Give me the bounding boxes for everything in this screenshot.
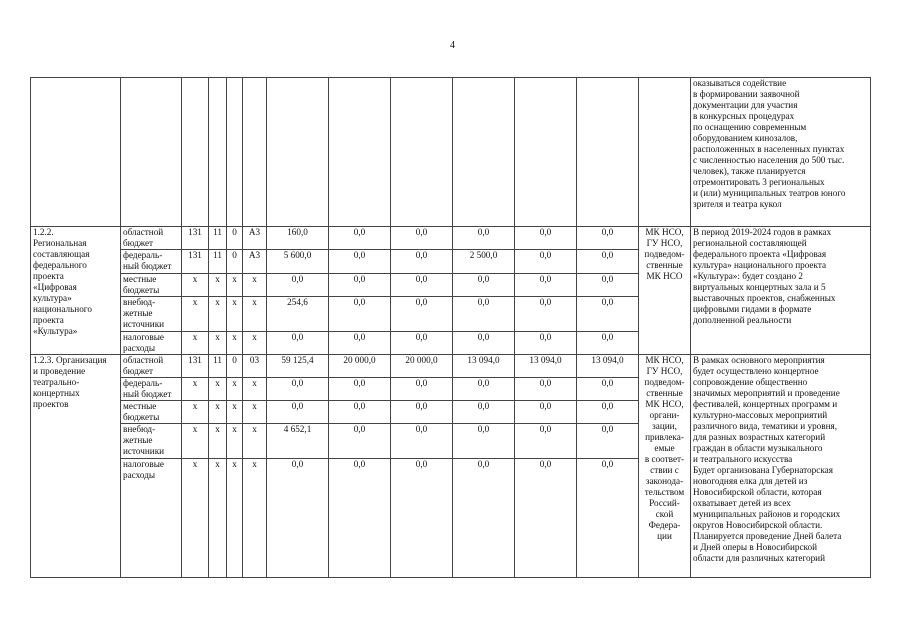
funding-source: федераль- ный бюджет — [121, 378, 182, 401]
value-cell: 0,0 — [577, 227, 639, 250]
code-cell: А3 — [243, 250, 267, 274]
value-cell: 0,0 — [577, 424, 639, 459]
code-cell: х — [243, 424, 267, 459]
value-cell: 0,0 — [329, 250, 391, 274]
code-cell: х — [227, 401, 243, 424]
code-cell: х — [209, 424, 227, 459]
value-cell: 0,0 — [453, 227, 515, 250]
funding-source: областной бюджет — [121, 227, 182, 250]
code-cell: 11 — [209, 227, 227, 250]
value-cell: 0,0 — [329, 297, 391, 332]
expected-result: В рамках основного мероприятия будет осуществлено концертное сопровождение общественно значимых мероприятий и проведение фестивалей, концертных программ и культурно-массовых мероприятий различного вида, тематики и уровня, для разных возрастных категорий граждан в области музыкального и театрального искусства Будет организована Губернаторская новогодняя елка для детей из Новосибирской области, которая охватывает детей из всех муниципальных районов и городских округов Новосибирской области. Планируется проведение Дней балета и Дней оперы в Новосибирской области для различных категорий — [691, 355, 871, 578]
code-cell: х — [227, 332, 243, 355]
code-cell: х — [243, 332, 267, 355]
value-cell: 0,0 — [329, 274, 391, 297]
value-cell: 0,0 — [577, 297, 639, 332]
funding-source: налоговые расходы — [121, 459, 182, 578]
code-cell: х — [243, 297, 267, 332]
code-cell: 131 — [182, 250, 209, 274]
funding-source: местные бюджеты — [121, 274, 182, 297]
continuation-row — [31, 78, 871, 227]
code-cell: 131 — [182, 227, 209, 250]
code-cell: х — [227, 424, 243, 459]
code-cell: х — [227, 297, 243, 332]
value-cell: 0,0 — [515, 332, 577, 355]
value-cell: 0,0 — [515, 297, 577, 332]
code-cell: х — [243, 274, 267, 297]
value-cell: 0,0 — [391, 459, 453, 578]
program-table — [30, 77, 871, 578]
value-cell: 13 094,0 — [453, 355, 515, 378]
value-cell: 0,0 — [515, 250, 577, 274]
code-cell: х — [182, 459, 209, 578]
value-cell: 13 094,0 — [515, 355, 577, 378]
value-cell: 0,0 — [577, 274, 639, 297]
code-cell: х — [182, 297, 209, 332]
value-cell: 160,0 — [267, 227, 329, 250]
value-cell: 254,6 — [267, 297, 329, 332]
code-cell: х — [209, 459, 227, 578]
value-cell: 0,0 — [329, 227, 391, 250]
continuation-description: оказываться содействие в формировании заявочной документации для участия в конкурсных процедурах по оснащению современным оборудованием кинозалов, расположенных в населенных пунктах с численностью населения до 500 тыс. человек), также планируется отремонтировать 3 региональных и (или) муниципальных театров юного зрителя и театра кукол — [691, 78, 871, 227]
code-cell: А3 — [243, 227, 267, 250]
funding-source: налоговые расходы — [121, 332, 182, 355]
value-cell: 0,0 — [391, 424, 453, 459]
value-cell: 2 500,0 — [453, 250, 515, 274]
value-cell: 0,0 — [453, 332, 515, 355]
value-cell: 0,0 — [391, 250, 453, 274]
value-cell: 0,0 — [329, 424, 391, 459]
code-cell: 11 — [209, 355, 227, 378]
code-cell: х — [243, 459, 267, 578]
value-cell: 0,0 — [577, 378, 639, 401]
value-cell: 0,0 — [329, 332, 391, 355]
value-cell: 5 600,0 — [267, 250, 329, 274]
code-cell: х — [182, 274, 209, 297]
expected-result: В период 2019-2024 годов в рамках региональной составляющей федерального проекта «Цифровая культура» национального проекта «Культура»: будет создано 2 виртуальных концертных зала и 5 выставочных проектов, снабженных цифровыми гидами в формате дополненной реальности — [691, 227, 871, 355]
value-cell: 0,0 — [453, 401, 515, 424]
value-cell: 0,0 — [515, 424, 577, 459]
measure-name: 1.2.2. Региональная составляющая федерального проекта «Цифровая культура» национального проекта «Культура» — [31, 227, 121, 355]
code-cell: х — [227, 378, 243, 401]
value-cell: 0,0 — [391, 274, 453, 297]
measure-name: 1.2.3. Организация и проведение театрально- концертных проектов — [31, 355, 121, 578]
code-cell: х — [209, 378, 227, 401]
value-cell: 0,0 — [515, 227, 577, 250]
value-cell: 0,0 — [391, 401, 453, 424]
code-cell: х — [243, 401, 267, 424]
code-cell: х — [182, 424, 209, 459]
funding-source: внебюд- жетные источники — [121, 424, 182, 459]
value-cell: 0,0 — [577, 250, 639, 274]
value-cell: 0,0 — [577, 332, 639, 355]
funding-source: местные бюджеты — [121, 401, 182, 424]
code-cell: х — [227, 274, 243, 297]
code-cell: 131 — [182, 355, 209, 378]
value-cell: 0,0 — [453, 424, 515, 459]
funding-source: внебюд- жетные источники — [121, 297, 182, 332]
code-cell: х — [209, 297, 227, 332]
value-cell: 0,0 — [391, 378, 453, 401]
value-cell: 0,0 — [515, 378, 577, 401]
code-cell: х — [209, 274, 227, 297]
code-cell: х — [182, 332, 209, 355]
value-cell: 0,0 — [329, 378, 391, 401]
value-cell: 0,0 — [453, 274, 515, 297]
code-cell: х — [227, 459, 243, 578]
value-cell: 20 000,0 — [391, 355, 453, 378]
table-row — [31, 355, 871, 378]
value-cell: 0,0 — [329, 459, 391, 578]
value-cell: 0,0 — [267, 274, 329, 297]
value-cell: 0,0 — [577, 401, 639, 424]
page-number: 4 — [450, 40, 455, 51]
value-cell: 0,0 — [267, 378, 329, 401]
code-cell: 0 — [227, 250, 243, 274]
value-cell: 0,0 — [515, 274, 577, 297]
value-cell: 0,0 — [391, 297, 453, 332]
value-cell: 0,0 — [391, 332, 453, 355]
code-cell: х — [209, 332, 227, 355]
code-cell: 11 — [209, 250, 227, 274]
value-cell: 0,0 — [577, 459, 639, 578]
value-cell: 0,0 — [267, 459, 329, 578]
code-cell: 0 — [227, 355, 243, 378]
executor: МК НСО, ГУ НСО, подведом- ственные МК НСО — [639, 227, 691, 355]
value-cell: 0,0 — [453, 378, 515, 401]
value-cell: 0,0 — [267, 401, 329, 424]
value-cell: 0,0 — [453, 459, 515, 578]
code-cell: х — [209, 401, 227, 424]
code-cell: х — [182, 401, 209, 424]
value-cell: 0,0 — [515, 401, 577, 424]
value-cell: 59 125,4 — [267, 355, 329, 378]
code-cell: 0 — [227, 227, 243, 250]
code-cell: х — [182, 378, 209, 401]
value-cell: 0,0 — [329, 401, 391, 424]
value-cell: 0,0 — [267, 332, 329, 355]
executor: МК НСО, ГУ НСО, подведом- ственные МК НСО, органи- зации, привлека- емые в соответ- ствии с законода- тельством Россий- ской Федера- ции — [639, 355, 691, 578]
funding-source: федераль- ный бюджет — [121, 250, 182, 274]
code-cell: х — [243, 378, 267, 401]
value-cell: 0,0 — [453, 297, 515, 332]
funding-source: областной бюджет — [121, 355, 182, 378]
value-cell: 0,0 — [391, 227, 453, 250]
value-cell: 20 000,0 — [329, 355, 391, 378]
table-row — [31, 227, 871, 250]
value-cell: 0,0 — [515, 459, 577, 578]
code-cell: 03 — [243, 355, 267, 378]
value-cell: 13 094,0 — [577, 355, 639, 378]
value-cell: 4 652,1 — [267, 424, 329, 459]
